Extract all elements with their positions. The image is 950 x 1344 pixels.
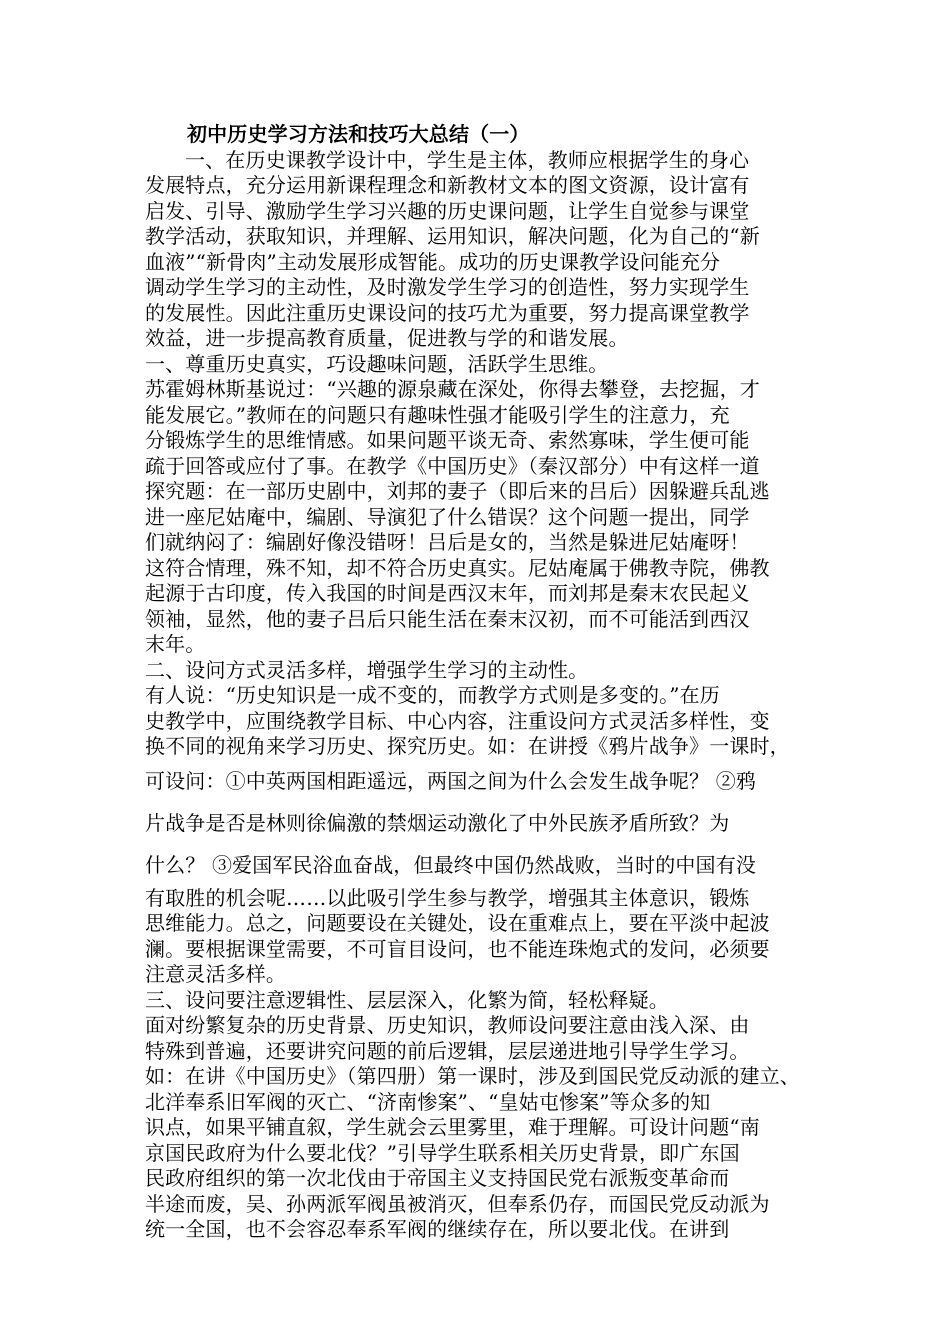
text-line: 有取胜的机会呢……以此吸引学生参与教学，增强其主体意识，锻炼 [145,885,750,910]
document-page [145,122,805,1243]
text-line: 能发展它。”教师在的问题只有趣味性强才能吸引学生的注意力，充 [145,402,730,427]
section-heading: 一、尊重历史真实，巧设趣味问题，活跃学生思维。 [145,351,609,376]
text-line: 二、设问方式灵活多样，增强学生学习的主动性。 [145,657,589,682]
text-line: 分锻炼学生的思维情感。如果问题平谈无奇、索然寡味，学生便可能 [145,428,750,452]
text-line: 教学活动，获取知识，并理解、运用知识，解决问题，化为自己的“新 [145,224,760,248]
text-line: 领袖，显然，他的妻子吕后只能生活在秦末汉初，而不可能活到西汉 [145,606,750,631]
text-line: 这符合情理，殊不知，却不符合历史真实。尼姑庵属于佛教寺院，佛教 [145,555,770,580]
text-line: 的发展性。因此注重历史课设问的技巧尤为重要，努力提高课堂教学 [145,300,750,325]
text-line: 们就纳闷了：编剧好像没错呀！吕后是女的，当然是躲进尼姑庵呀！ [145,530,750,554]
text-line: 民政府组织的第一次北伐由于帝国主义支持国民党右派叛变革命而 [145,1166,730,1190]
text-line: 一、在历史课教学设计中，学生是主体，教师应根据学生的身心 [185,147,750,172]
text-line: 起源于古印度，传入我国的时间是西汉末年，而刘邦是秦末农民起义 [145,581,750,605]
text-line: 史教学中，应围绕教学目标、中心内容，注重设问方式灵活多样性，变 [145,708,770,733]
text-line: 统一全国，也不会容忍奉系军阀的继续存在，所以要北伐。在讲到 [145,1217,730,1241]
text-line: 发展特点，充分运用新课程理念和新教材文本的图文资源，设计富有 [145,173,750,197]
text-line: 换不同的视角来学习历史、探究历史。如：在讲授《鸦片战争》一课时， [145,734,790,758]
text-line: 京国民政府为什么要北伐？”引导学生联系相关历史背景，即广东国 [145,1140,740,1165]
text-line: 什么？ ③爱国军民浴血奋战，但最终中国仍然战败，当时的中国有没 [145,852,757,877]
text-line: 进一座尼姑庵中，编剧、导演犯了什么错误？这个问题一提出，同学 [145,504,750,529]
text-line: 苏霍姆林斯基说过：“兴趣的源泉藏在深处，你得去攀登，去挖掘，才 [145,377,760,401]
text-line: 血液”“新骨肉”主动发展形成智能。成功的历史课教学设问能充分 [145,249,721,274]
text-line: 片战争是否是林则徐偏激的禁烟运动激化了中外民族矛盾所致？为 [145,810,730,835]
text-line: 探究题：在一部历史剧中，刘邦的妻子（即后来的吕后）因躲避兵乱逃 [145,479,770,503]
text-line: 启发、引导、激励学生学习兴趣的历史课问题，让学生自觉参与课堂 [145,198,750,223]
text-line: 效益，进一步提高教育质量，促进教与学的和谐发展。 [145,326,629,350]
text-line: 思维能力。总之，问题要设在关键处，设在重难点上，要在平淡中起波 [145,911,770,935]
text-line: 疏于回答或应付了事。在教学《中国历史》（秦汉部分）中有这样一道 [145,453,760,478]
text-line: 北洋奉系旧军阀的灭亡、“济南惨案”、“皇姑屯惨案”等众多的知 [145,1089,711,1114]
text-line: 识点，如果平铺直叙，学生就会云里雾里，难于理解。可设计问题“南 [145,1115,760,1139]
text-line: 如：在讲《中国历史》（第四册）第一课时，涉及到国民党反动派的建立、 [145,1064,800,1088]
text-line: 可设问：①中英两国相距遥远，两国之间为什么会发生战争呢？ ②鸦 [145,768,757,793]
text-line: 注意灵活多样。 [145,962,287,986]
text-line: 澜。要根据课堂需要，不可盲目设问，也不能连珠炮式的发问，必须要 [145,936,770,961]
text-line: 半途而废，吴、孙两派军阀虽被消灭，但奉系仍存，而国民党反动派为 [145,1191,770,1216]
text-line: 特殊到普遍，还要讲究问题的前后逻辑，层层递进地引导学生学习。 [145,1038,750,1063]
section-heading: 有人说：“历史知识是一成不变的，而教学方式则是多变的。”在历 [145,683,720,707]
document-title: 初中历史学习方法和技巧大总结（一） [187,122,530,146]
text-line: 末年。 [145,632,206,656]
section-heading: 三、设问要注意逻辑性、层层深入，化繁为简，轻松释疑。 [145,987,669,1012]
text-line: 调动学生学习的主动性，及时激发学生学习的创造性，努力实现学生 [145,275,750,299]
text-line: 面对纷繁复杂的历史背景、历史知识，教师设问要注意由浅入深、由 [145,1013,750,1037]
